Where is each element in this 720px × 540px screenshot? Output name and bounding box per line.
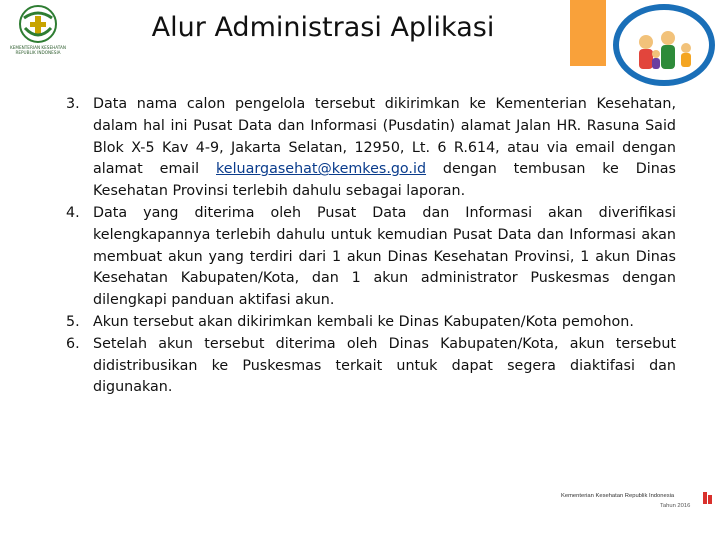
step-item-5 (66, 312, 676, 334)
ministry-emblem-icon (8, 4, 68, 44)
steps-list (66, 94, 676, 399)
step-number: 5. (66, 313, 80, 330)
step-text: Data nama calon pengelola tersebut dikirimkan ke Kementerian Kesehatan, dalam hal ini Pusat Data dan Informasi (Pusdatin) alamat Jalan HR. Rasuna Said Blok X-5 Kav 4-9, Jakarta Selatan, 12950, Lt. 6 R.614, atau via email dengan alamat email (93, 96, 676, 178)
step-number: 4. (66, 204, 80, 221)
footer-logo-icon (703, 492, 713, 504)
step-text: Data yang diterima oleh Pusat Data dan Informasi akan diverifikasi kelengkapannya terlebih dahulu untuk kemudian Pusat Data dan Informasi akan membuat akun yang terdiri dari 1 akun Dinas Kesehatan Provinsi, 1 akun Dinas Kesehatan Kabupaten/Kota, dan 1 akun administrator Puskesmas dengan dilengkapi panduan aktifasi akun. (93, 204, 676, 309)
keluarga-sehat-badge (612, 4, 716, 86)
footer (555, 490, 715, 516)
step-item-3 (66, 94, 676, 203)
step-text-continued: dengan tembusan ke Dinas Kesehatan Provinsi terlebih dahulu sebagai laporan. (93, 161, 676, 200)
step-text: Akun tersebut akan dikirimkan kembali ke Dinas Kabupaten/Kota pemohon. (93, 313, 634, 330)
family-badge-icon (612, 4, 716, 86)
step-item-6 (66, 334, 676, 399)
ministry-logo (8, 4, 68, 66)
footer-year: Tahun 2016 (660, 503, 691, 509)
email-link[interactable]: keluargasehat@kemkes.go.id (216, 161, 427, 178)
step-number: 6. (66, 335, 80, 352)
steps-content (66, 94, 676, 399)
step-number: 3. (66, 96, 80, 112)
step-text: Setelah akun tersebut diterima oleh Dinas Kabupaten/Kota, akun tersebut didistribusikan ke Puskesmas terkait untuk dapat segera diaktifasi dan digunakan. (93, 335, 676, 396)
step-item-4 (66, 203, 676, 312)
footer-organization: Kementerian Kesehatan Republik Indonesia (561, 493, 675, 499)
page-title: Alur Administrasi Aplikasi (151, 12, 495, 43)
ministry-logo-text: KEMENTERIAN KESEHATAN REPUBLIK INDONESIA (9, 45, 67, 55)
